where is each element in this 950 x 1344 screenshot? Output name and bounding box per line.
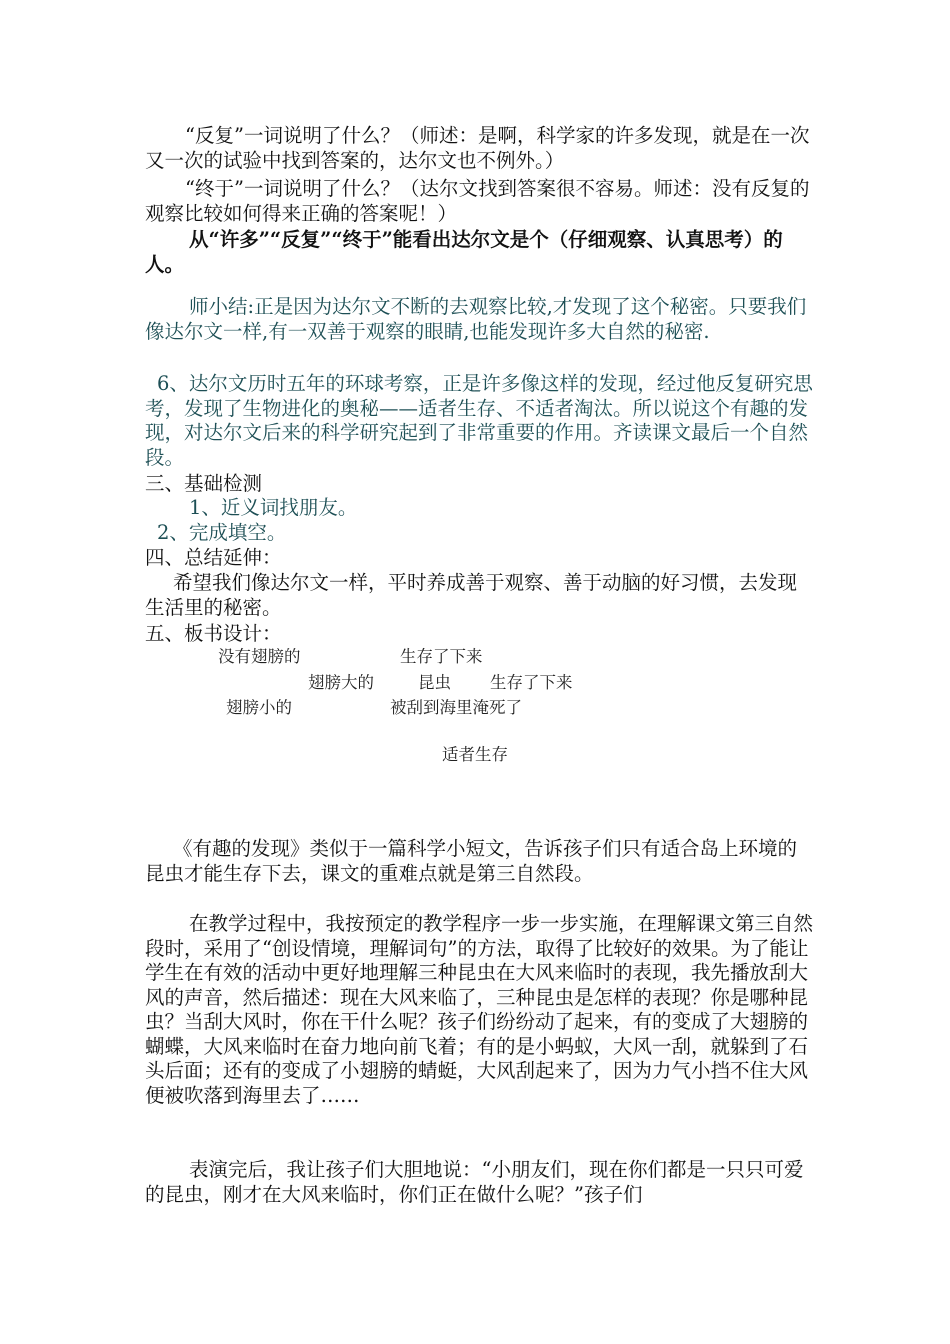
heading-section-3: 三、基础检测 — [145, 472, 263, 495]
board-row2-left: 翅膀大的 — [308, 673, 374, 692]
board-row1-left: 没有翅膀的 — [218, 647, 301, 666]
board-row3-right: 被刮到海里淹死了 — [390, 698, 522, 717]
list-item-2: 2、完成填空。 — [157, 521, 287, 544]
paragraph-zhongyu: “终于”一词说明了什么？（达尔文找到答案很不容易。师述：没有反复的观察比较如何得来正确的答案呢！） — [145, 177, 810, 225]
heading-section-4: 四、总结延伸： — [145, 546, 282, 569]
list-item-1: 1、近义词找朋友。 — [189, 496, 358, 519]
reflection-paragraph-1: 《有趣的发现》类似于一篇科学小短文，告诉孩子们只有适合岛上环境的昆虫才能生存下去，课文的重难点就是第三自然段。 — [145, 837, 798, 885]
board-bottom: 适者生存 — [442, 745, 508, 764]
paragraph-hope: 希望我们像达尔文一样，平时养成善于观察、善于动脑的好习惯，去发现生活里的秘密。 — [145, 571, 798, 619]
reflection-paragraph-2: 在教学过程中，我按预定的教学程序一步一步实施，在理解课文第三自然段时，采用了“创设情境，理解词句”的方法，取得了比较好的效果。为了能让学生在有效的活动中更好地理解三种昆虫在大风来临时的表现，我先播放刮大风的声音，然后描述：现在大风来临了，三种昆虫是怎样的表现？你是哪种昆虫？当刮大风时，你在干什么呢？孩子们纷纷动了起来，有的变成了大翅膀的蝴蝶，大风来临时在奋力地向前飞着；有的是小蚂蚁，大风一刮，就躲到了石头后面；还有的变成了小翅膀的蜻蜓，大风刮起来了，因为力气小挡不住大风便被吹落到海里去了…… — [145, 912, 814, 1107]
heading-section-5: 五、板书设计： — [145, 622, 282, 645]
reflection-paragraph-3: 表演完后，我让孩子们大胆地说：“小朋友们，现在你们都是一只只可爱的昆虫，刚才在大风来临时，你们正在做什么呢？”孩子们 — [145, 1158, 804, 1206]
board-row1-right: 生存了下来 — [400, 647, 483, 666]
paragraph-darwin-voyage: 6、达尔文历时五年的环球考察，正是许多像这样的发现，经过他反复研究思考，发现了生物进化的奥秘——适者生存、不适者淘汰。所以说这个有趣的发现，对达尔文后来的科学研究起到了非常重要的作用。齐读课文最后一个自然段。 — [145, 372, 813, 469]
board-row2-mid: 昆虫 — [418, 673, 451, 692]
board-row3-left: 翅膀小的 — [226, 698, 292, 717]
board-row2-right: 生存了下来 — [490, 673, 573, 692]
paragraph-fanfu: “反复”一词说明了什么？（师述：是啊，科学家的许多发现，就是在一次又一次的试验中找到答案的，达尔文也不例外。） — [145, 124, 810, 172]
paragraph-teacher-summary: 师小结:正是因为达尔文不断的去观察比较,才发现了这个秘密。只要我们像达尔文一样,有一双善于观察的眼睛,也能发现许多大自然的秘密. — [145, 295, 807, 343]
paragraph-summary-bold: 从“许多”“反复”“终于”能看出达尔文是个（仔细观察、认真思考）的人。 — [145, 228, 783, 276]
